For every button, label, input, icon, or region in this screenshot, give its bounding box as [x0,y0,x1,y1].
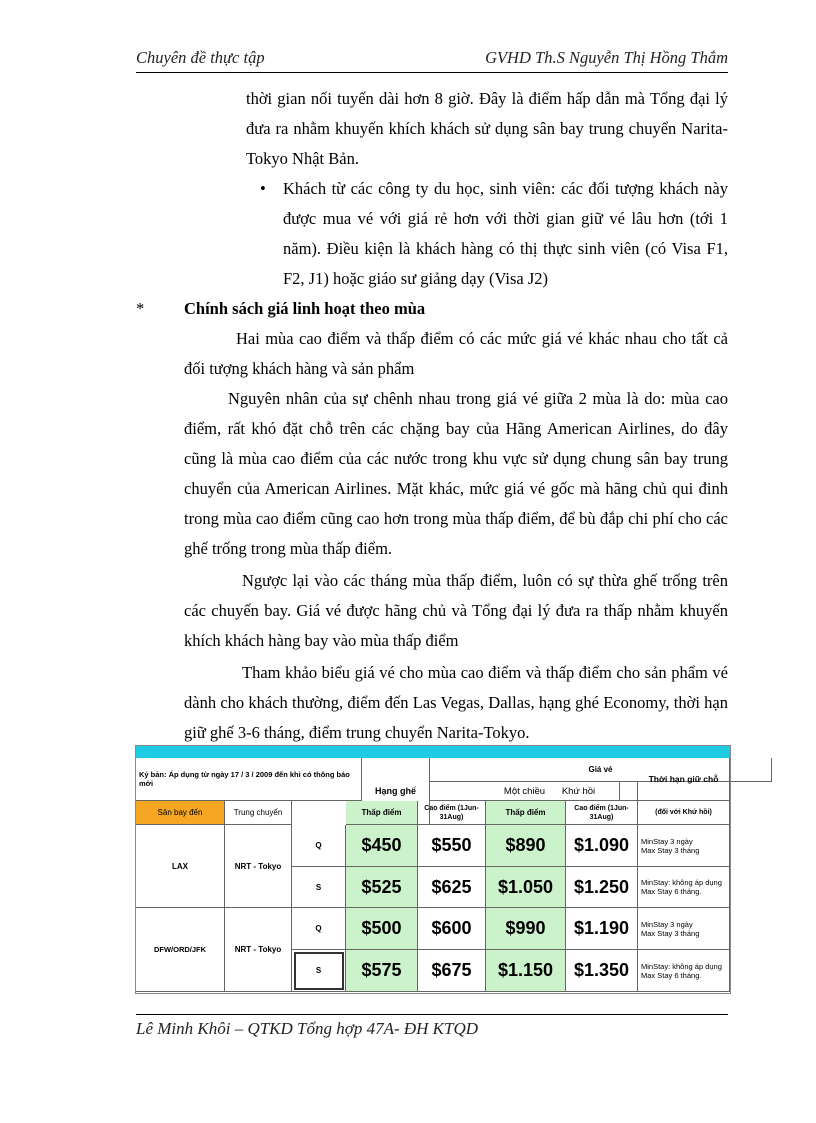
apply-note: Ký bản: Áp dụng từ ngày 17 / 3 / 2009 đến khi có thông báo mới [136,758,362,801]
table-row-1-rt-high: $1.090 [566,825,638,867]
table-row-4-rt-low: $1.150 [486,950,566,992]
table-row-2-ow-high: $625 [418,867,486,908]
table-row-3-transit: NRT - Tokyo [225,908,292,992]
table-row-1-transit: NRT - Tokyo [225,825,292,908]
table-row-3-ow-high: $600 [418,908,486,950]
table-row-4-ow-low: $575 [346,950,418,992]
bullet-item [184,174,728,294]
paragraph-2: Nguyên nhân của sự chênh nhau trong giá vé giữa 2 mùa là do: mùa cao điểm, rất khó đặt chỗ trên các chặng bay của Hãng American Airlines, do đây cũng là mùa cao điểm của các nước trong khu vực sử dụng chung sân bay trung chuyển của American Airlines. Mặt khác, mức giá vé gốc mà hãng chủ qui đinh trong mùa cao điểm cũng cao hơn trong mùa thấp điểm, để bù đắp chi phí cho các ghế trống trong mùa thấp điểm. [184,389,728,558]
ow-high-header: Cao điểm (1Jun-31Aug) [418,801,486,825]
table-row-4-ow-high: $675 [418,950,486,992]
paragraph-continuation: thời gian nối tuyến dài hơn 8 giờ. Đây là điểm hấp dẫn mà Tổng đại lý đưa ra nhằm khuyến khích khách sử dụng sân bay trung chuyển Narita- Tokyo Nhật Bản. [246,89,728,168]
table-row-1-rt-low: $890 [486,825,566,867]
price-table [135,745,731,994]
table-row-4-class: S [292,950,346,992]
footer-author: Lê Minh Khôi – QTKD Tổng hợp 47A- ĐH KTQD [136,1019,479,1038]
hold-header: Thời hạn giữ chỗ [638,758,730,801]
heading-text: Chính sách giá linh hoạt theo mùa [184,299,426,318]
rt-low-header: Thấp điểm [486,801,566,825]
table-row-2-class: S [292,867,346,908]
table-row-1-class: Q [292,825,346,867]
section-heading [136,294,692,324]
asterisk-icon: * [136,299,145,318]
table-row-4-rt-high: $1.350 [566,950,638,992]
table-row-1-dest: LAX [136,825,225,908]
table-row-2-rt-high: $1.250 [566,867,638,908]
page-header [136,46,728,73]
ow-low-header: Thấp điểm [346,801,418,825]
paragraph-1: Hai mùa cao điểm và thấp điểm có các mức giá vé khác nhau cho tất cả đối tượng khách hàng và sản phẩm [184,329,728,378]
body-text [136,84,728,748]
table-row-1-note: MinStay 3 ngày Max Stay 3 tháng [638,825,730,867]
table-row-1-ow-high: $550 [418,825,486,867]
table-row-3-class: Q [292,908,346,950]
fare-header: Giá vé [430,758,772,782]
table-top-bar [136,746,730,758]
dest-header: Sân bay đến [136,801,225,825]
class-header: Hạng ghế [362,758,430,825]
table-row-3-rt-low: $990 [486,908,566,950]
table-row-3-ow-low: $500 [346,908,418,950]
paragraph-4: Tham khảo biểu giá vé cho mùa cao điểm và thấp điểm cho sản phẩm vé dành cho khách thường, điểm đến Las Vegas, Dallas, hạng ghé Economy, thời hạn giữ ghế 3-6 tháng, điểm trung chuyển Narita-Tokyo. [184,663,728,742]
transit-header: Trung chuyển [225,801,292,825]
table-row-2-ow-low: $525 [346,867,418,908]
return-header: Khứ hồi [520,782,638,801]
hold-sub-header: (đối với Khứ hồi) [638,801,730,825]
bullet-text: Khách từ các công ty du học, sinh viên: các đối tượng khách này được mua vé với giá rẻ hơn với thời gian giữ vé lâu hơn (tới 1 năm). Điều kiện là khách hàng có thị thực sinh viên (có Visa F1, F2, J1) hoặc giáo sư giảng dạy (Visa J2) [283,179,728,288]
table-row-2-rt-low: $1.050 [486,867,566,908]
oneway-header: Một chiều [430,782,620,801]
rt-high-header: Cao điểm (1Jun-31Aug) [566,801,638,825]
header-supervisor: GVHD Th.S Nguyễn Thị Hồng Thắm [485,48,728,67]
table-row-3-dest: DFW/ORD/JFK [136,908,225,992]
table-row-3-rt-high: $1.190 [566,908,638,950]
bullet-dot-icon: • [260,179,266,198]
table-row-4-note: MinStay: không áp dụng Max Stay 6 tháng. [638,950,730,992]
header-title: Chuyên đề thực tập [136,48,265,67]
table-row-2-note: MinStay: không áp dụng Max Stay 6 tháng. [638,867,730,908]
page-footer [136,1014,728,1039]
table-row-1-ow-low: $450 [346,825,418,867]
paragraph-3: Ngược lại vào các tháng mùa thấp điểm, luôn có sự thừa ghế trống trên các chuyến bay. Giá vé được hãng chủ và Tổng đại lý đưa ra thấp nhằm khuyến khích khách hàng bay vào mùa thấp điểm [184,571,728,650]
table-row-3-note: MinStay 3 ngày Max Stay 3 tháng [638,908,730,950]
